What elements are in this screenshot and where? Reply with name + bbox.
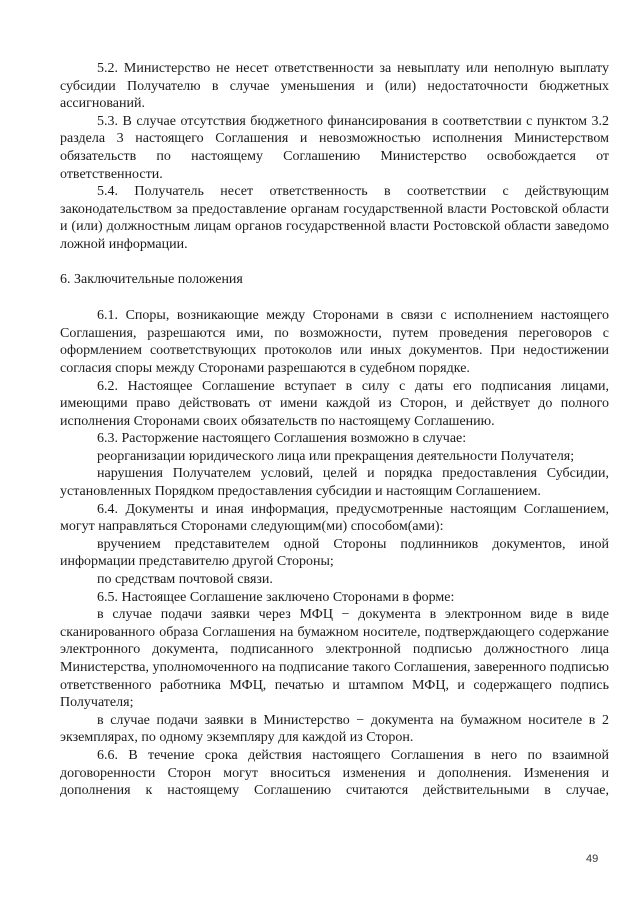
list-item-reorganization: реорганизации юридического лица или прекращения деятельности Получателя; (97, 448, 575, 464)
list-item-mfc: в случае подачи заявки через МФЦ − документа в электронном виде в виде сканированного образа Соглашения на бумажном носителе, подтверждающего содержание электронного документа, подписанного электронной подписью должностного лица Министерства, уполномоченного на подписание такого Соглашения, заверенного подписью ответственного работника МФЦ, печатью и штампом МФЦ, и содержащего подпись Получателя; (60, 607, 609, 711)
list-item-hand-delivery: вручением представителем одной Стороны подлинников документов, иной информации представителю другой Стороны; (60, 536, 609, 570)
paragraph-6-3: 6.3. Расторжение настоящего Соглашения возможно в случае: (97, 431, 467, 447)
document-body (60, 60, 609, 800)
list-item-postal: по средствам почтовой связи. (97, 572, 273, 588)
paragraph-5-3: 5.3. В случае отсутствия бюджетного финансирования в соответствии с пунктом 3.2 раздела 3 настоящего Соглашения и невозможностью исполнения Министерством обязательств по настоящему Соглашению Министерство освобождается от ответственности. (60, 113, 609, 182)
page-number: 49 (586, 853, 599, 865)
paragraph-6-5: 6.5. Настоящее Соглашение заключено Сторонами в форме: (97, 589, 455, 605)
paragraph-5-2: 5.2. Министерство не несет ответственности за невыплату или неполную выплату субсидии Получателю в случае уменьшения и (или) недостаточности бюджетных ассигнований. (60, 61, 609, 112)
paragraph-6-2: 6.2. Настоящее Соглашение вступает в силу с даты его подписания лицами, имеющими право действовать от имени каждой из Сторон, и действует до полного исполнения Сторонами своих обязательств по настоящему Соглашению. (60, 378, 609, 429)
list-item-ministry: в случае подачи заявки в Министерство − документа на бумажном носителе в 2 экземплярах, по одному экземпляру для каждой из Сторон. (60, 712, 609, 746)
paragraph-6-1: 6.1. Споры, возникающие между Сторонами в связи с исполнением настоящего Соглашения, разрешаются ими, по возможности, путем проведения переговоров с оформлением соответствующих протоколов или иных документов. При недостижении согласия споры между Сторонами разрешаются в судебном порядке. (60, 308, 609, 376)
paragraph-6-6: 6.6. В течение срока действия настоящего Соглашения в него по взаимной договоренности Сторон могут вноситься изменения и дополнения. Изменения и дополнения к настоящему Соглашению считаются действительными в случае, (60, 747, 609, 799)
paragraph-5-4: 5.4. Получатель несет ответственность в соответствии с действующим законодательством за предоставление органам государственной власти Ростовской области и (или) должностным лицам органов государственной власти Ростовской области заведомо ложной информации. (60, 184, 609, 252)
section-heading: 6. Заключительные положения (60, 271, 243, 287)
list-item-violation: нарушения Получателем условий, целей и порядка предоставления Субсидии, установленных Порядком предоставления субсидии и настоящим Соглашением. (60, 466, 609, 500)
paragraph-6-4: 6.4. Документы и иная информация, предусмотренные настоящим Соглашением, могут направляться Сторонами следующим(ми) способом(ами): (60, 501, 609, 535)
